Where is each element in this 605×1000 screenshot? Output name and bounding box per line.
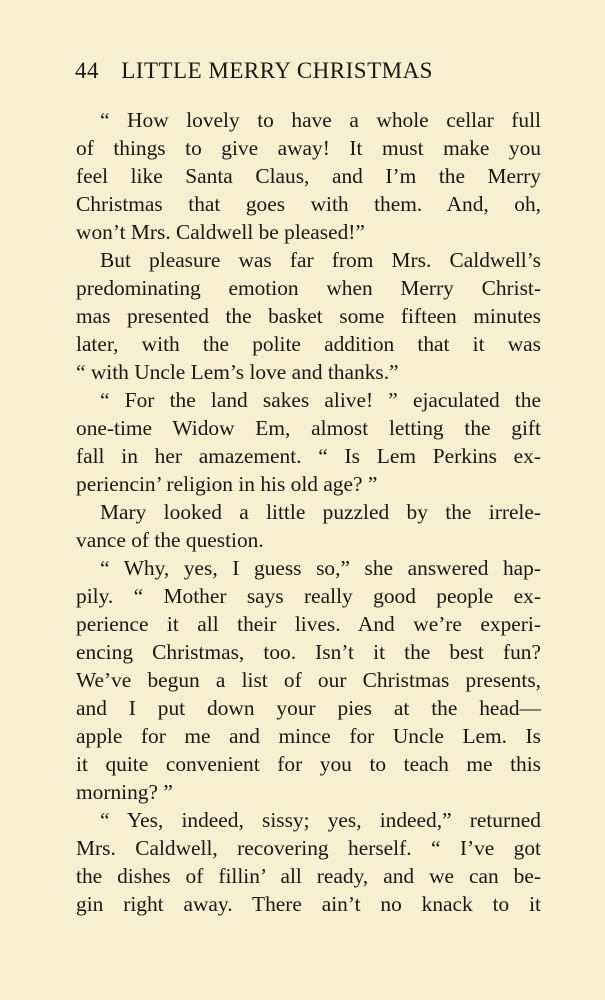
text-line-12: one-time Widow Em, almost letting the gift [76,416,541,440]
text-line-6: But pleasure was far from Mrs. Caldwell’s [100,248,541,272]
text-line-2: of things to give away! It must make you [76,136,541,160]
text-line-10: “ with Uncle Lem’s love and thanks.” [76,360,399,384]
page-number: 44 [75,58,99,83]
text-line-26: “ Yes, indeed, sissy; yes, indeed,” returned [100,808,541,832]
text-line-23: apple for me and mince for Uncle Lem. Is [76,724,541,748]
text-line-8: mas presented the basket some fifteen minutes [76,304,541,328]
text-line-27: Mrs. Caldwell, recovering herself. “ I’ve got [76,836,541,860]
text-line-7: predominating emotion when Merry Christ- [76,276,541,300]
body-text [76,106,541,918]
text-line-22: and I put down your pies at the head— [76,696,541,720]
text-line-15: Mary looked a little puzzled by the irrele- [100,500,541,524]
text-line-19: perience it all their lives. And we’re experi- [76,612,541,636]
text-line-3: feel like Santa Claus, and I’m the Merry [76,164,541,188]
running-header [75,58,545,90]
text-line-28: the dishes of fillin’ all ready, and we can be- [76,864,541,888]
text-line-14: periencin’ religion in his old age? ” [76,472,378,496]
text-line-20: encing Christmas, too. Isn’t it the best fun? [76,640,541,664]
text-line-21: We’ve begun a list of our Christmas presents, [76,668,541,692]
text-line-1: “ How lovely to have a whole cellar full [100,108,541,132]
text-line-5: won’t Mrs. Caldwell be pleased!” [76,220,365,244]
text-line-4: Christmas that goes with them. And, oh, [76,192,541,216]
text-line-13: fall in her amazement. “ Is Lem Perkins ex- [76,444,541,468]
text-line-11: “ For the land sakes alive! ” ejaculated the [100,388,541,412]
text-line-25: morning? ” [76,780,173,804]
running-title: LITTLE MERRY CHRISTMAS [121,58,433,83]
text-line-9: later, with the polite addition that it was [76,332,541,356]
text-line-24: it quite convenient for you to teach me this [76,752,541,776]
text-line-17: “ Why, yes, I guess so,” she answered hap- [100,556,541,580]
text-line-18: pily. “ Mother says really good people ex- [76,584,541,608]
text-line-16: vance of the question. [76,528,264,552]
text-line-29: gin right away. There ain’t no knack to it [76,892,541,916]
